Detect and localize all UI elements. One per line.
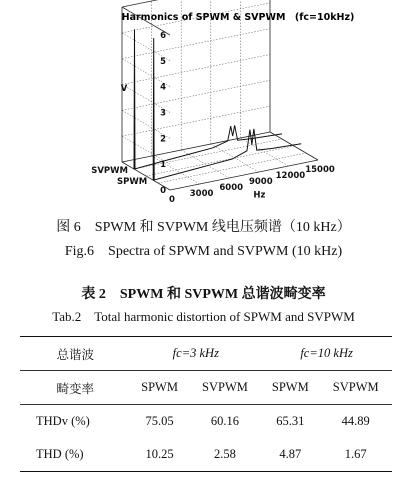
cell-thd-svpwm-10k: 1.67 bbox=[319, 438, 392, 472]
x-tick-label: 15000 bbox=[305, 165, 335, 175]
thd-table bbox=[20, 336, 392, 472]
series-label-svpwm: SVPWM bbox=[91, 166, 128, 176]
table-caption-english: Tab.2 Total harmonic distortion of SPWM and SVPWM bbox=[52, 309, 355, 324]
table-caption-chinese: 表 2 SPWM 和 SVPWM 总谐波畸变率 bbox=[81, 287, 326, 302]
table-row-thdv bbox=[20, 405, 392, 439]
series-trace-svpwm bbox=[134, 29, 282, 169]
z-tick-label: 4 bbox=[160, 82, 166, 93]
figure-caption-english: Fig.6 Spectra of SPWM and SVPWM (10 kHz) bbox=[64, 244, 343, 259]
z-tick-label: 6 bbox=[160, 31, 166, 41]
col-header-spwm-10k: SPWM bbox=[261, 371, 319, 405]
x-tick-label: 3000 bbox=[189, 189, 214, 199]
grid-line-back-wall bbox=[122, 55, 270, 85]
spectrum-chart bbox=[0, 0, 407, 212]
series-trace-spwm bbox=[153, 38, 301, 180]
x-tick-label: 9000 bbox=[248, 177, 273, 187]
x-tick-label: 12000 bbox=[275, 171, 306, 181]
z-tick-label: 5 bbox=[160, 56, 166, 67]
col-header-spwm-3k: SPWM bbox=[130, 371, 188, 405]
grid-line-back-wall bbox=[122, 106, 270, 136]
header-fc-3khz: fc=3 kHz bbox=[130, 337, 261, 371]
header-distortion-rate: 畸变率 bbox=[20, 371, 130, 405]
table-header-row-2 bbox=[20, 371, 392, 405]
z-tick-label: 3 bbox=[160, 108, 166, 119]
cell-thd-spwm-10k: 4.87 bbox=[261, 438, 319, 472]
back-wall-top-edge bbox=[122, 0, 270, 7]
row-label-thdv: THDv (%) bbox=[36, 414, 90, 428]
chart-title: Harmonics of SPWM & SVPWM (fc=10kHz) bbox=[121, 12, 355, 23]
header-fc-10khz: fc=10 kHz bbox=[261, 337, 392, 371]
x-tick-label: 0 bbox=[169, 195, 175, 205]
grid-line-back-wall bbox=[122, 29, 270, 59]
grid-line-floor-depth bbox=[134, 139, 282, 169]
table-row-thd bbox=[20, 438, 392, 472]
z-tick-label: 1 bbox=[160, 160, 166, 171]
z-tick-label: 0 bbox=[160, 186, 166, 196]
cell-thdv-svpwm-3k: 60.16 bbox=[210, 414, 239, 428]
grid-line-back-wall bbox=[122, 0, 270, 7]
row-label-thd: THD (%) bbox=[20, 438, 130, 472]
col-header-svpwm-10k: SVPWM bbox=[319, 371, 392, 405]
series-label-spwm: SPWM bbox=[117, 177, 148, 188]
header-total-harmonic: 总谐波 bbox=[20, 337, 130, 371]
cell-thd-svpwm-3k: 2.58 bbox=[189, 438, 262, 472]
cell-thdv-spwm-3k: 75.05 bbox=[145, 414, 174, 428]
z-axis-label: V bbox=[120, 83, 128, 94]
cell-thd-spwm-3k: 10.25 bbox=[130, 438, 188, 472]
z-tick-label: 2 bbox=[160, 134, 166, 145]
cell-thdv-svpwm-10k: 44.89 bbox=[341, 414, 370, 428]
x-tick-label: 6000 bbox=[219, 183, 244, 193]
x-axis-label: Hz bbox=[253, 190, 266, 201]
grid-line-back-wall bbox=[122, 80, 270, 110]
grid-line-floor-depth bbox=[146, 146, 294, 176]
figure-caption-chinese: 图 6 SPWM 和 SVPWM 线电压频谱（10 kHz） bbox=[56, 220, 351, 235]
chart-labels bbox=[91, 31, 335, 205]
cell-thdv-spwm-10k: 65.31 bbox=[276, 414, 305, 428]
table-header-row-1 bbox=[20, 337, 392, 371]
col-header-svpwm-3k: SVPWM bbox=[189, 371, 262, 405]
